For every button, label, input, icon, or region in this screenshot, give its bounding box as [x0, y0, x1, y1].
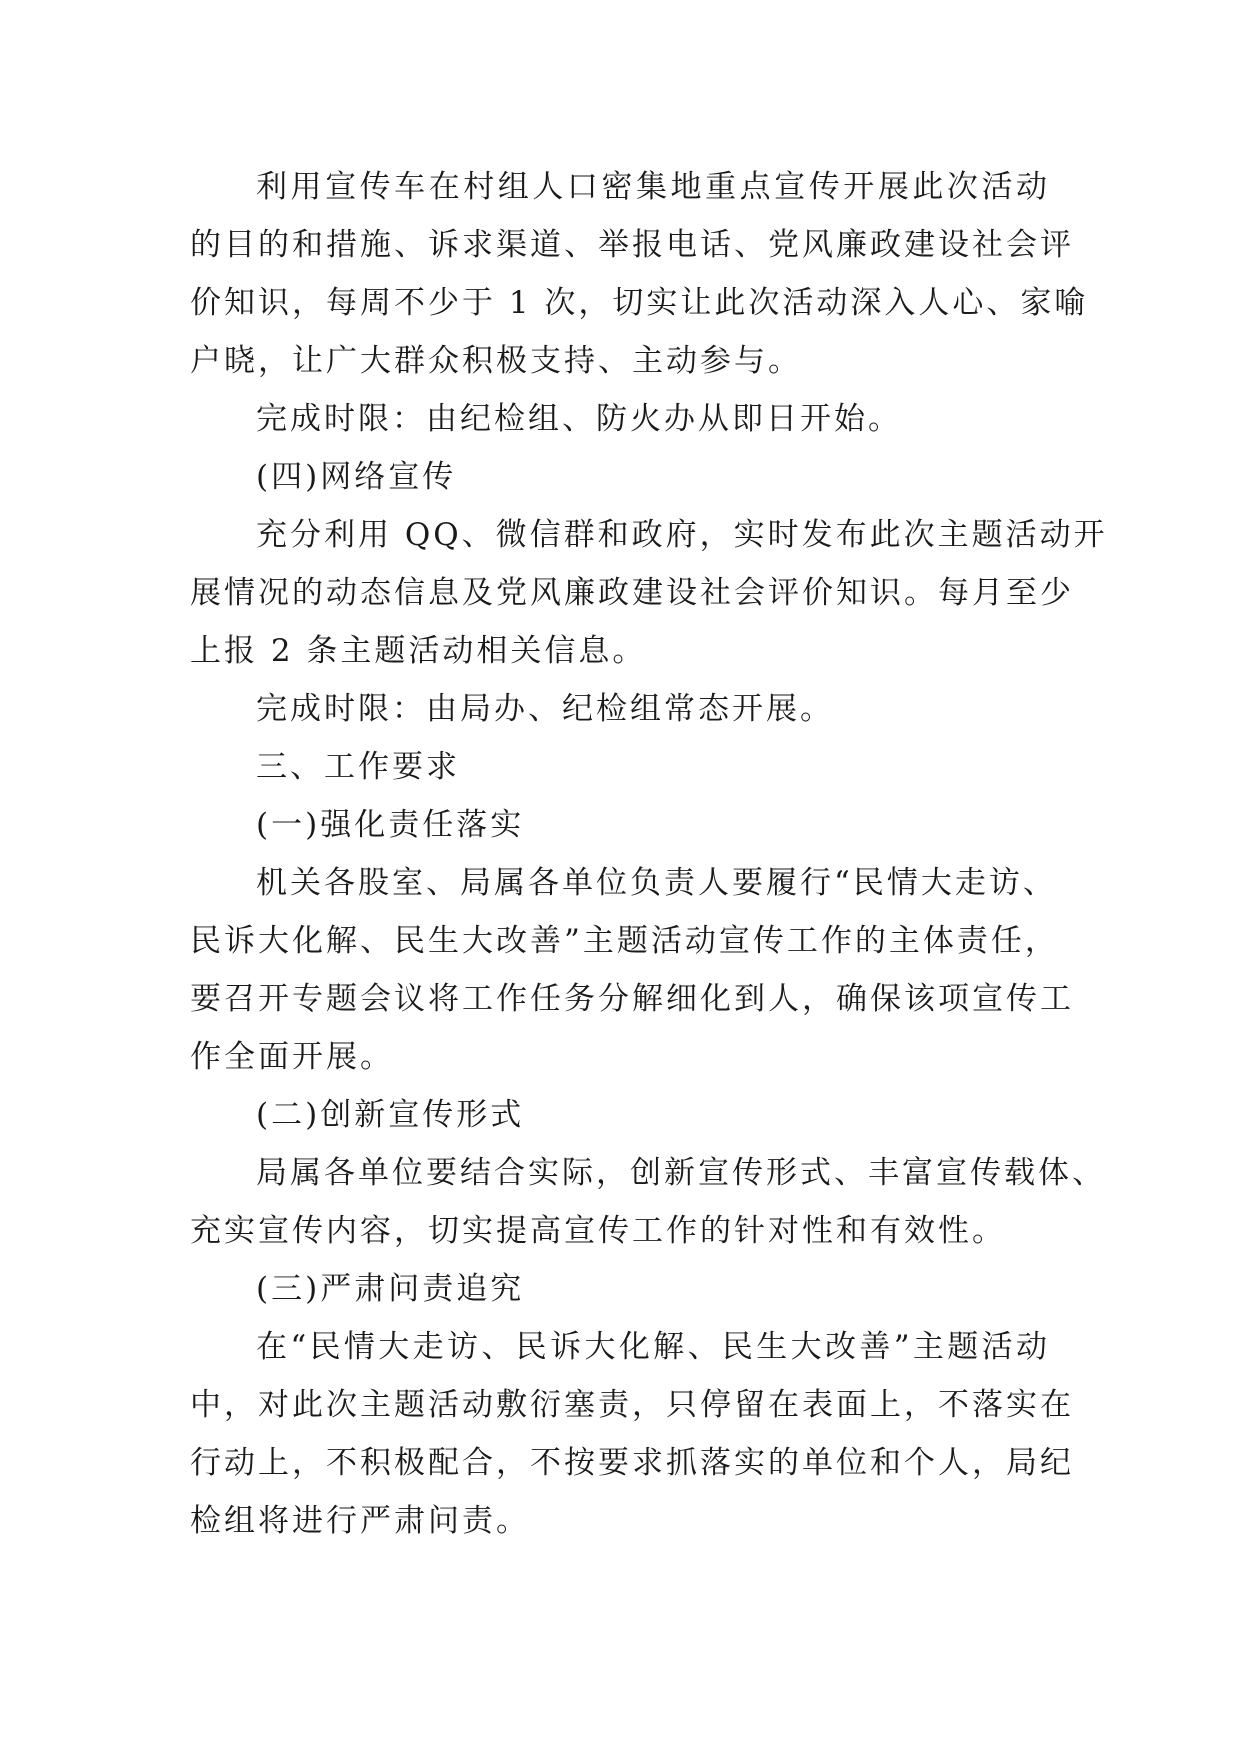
paragraph-innovate-forms: [190, 1144, 1106, 1260]
heading-accountability: [190, 1260, 1050, 1318]
heading-text: (四)网络宣传: [256, 459, 457, 495]
heading-strengthen-responsibility: [190, 796, 1050, 854]
paragraph-deadline-1: [190, 390, 1050, 448]
text-line: 的目的和措施、诉求渠道、举报电话、党风廉政建设社会评: [190, 227, 1074, 263]
heading-text: (三)严肃问责追究: [256, 1271, 525, 1307]
text-line: 户晓，让广大群众积极支持、主动参与。: [190, 343, 802, 379]
text-line: 上报 2 条主题活动相关信息。: [190, 633, 647, 669]
heading-text: (一)强化责任落实: [256, 807, 525, 843]
text-line: 价知识，每周不少于 1 次，切实让此次活动深入人心、家喻: [190, 285, 1089, 321]
heading-work-requirements: [190, 738, 1050, 796]
heading-text: (二)创新宣传形式: [256, 1097, 525, 1133]
paragraph-responsibility: [190, 854, 1074, 1086]
heading-text: 三、工作要求: [256, 749, 460, 785]
text-line: 作全面开展。: [190, 1039, 394, 1075]
paragraph-deadline-2: [190, 680, 1050, 738]
heading-network-publicity: [190, 448, 1050, 506]
heading-innovate-forms: [190, 1086, 1050, 1144]
paragraph-accountability: [190, 1318, 1074, 1550]
document-body: [190, 158, 1108, 1550]
text-line: 检组将进行严肃问责。: [190, 1503, 530, 1539]
text-line: 民诉大化解、民生大改善”主题活动宣传工作的主体责任，: [190, 923, 1059, 959]
text-line: 展情况的动态信息及党风廉政建设社会评价知识。每月至少: [190, 575, 1074, 611]
text-line: 局属各单位要结合实际，创新宣传形式、丰富宣传载体、: [256, 1155, 1106, 1191]
text-line: 充实宣传内容，切实提高宣传工作的针对性和有效性。: [190, 1213, 1006, 1249]
text-line: 机关各股室、局属各单位负责人要履行“民情大走访、: [256, 865, 1057, 901]
paragraph-network-publicity: [190, 506, 1108, 680]
paragraph-publicity-vehicle: [190, 158, 1089, 390]
text-line: 充分利用 QQ、微信群和政府，实时发布此次主题活动开: [256, 517, 1108, 553]
text-line: 中，对此次主题活动敷衍塞责，只停留在表面上，不落实在: [190, 1387, 1074, 1423]
text-line: 利用宣传车在村组人口密集地重点宣传开展此次活动: [256, 169, 1050, 205]
text-line: 行动上，不积极配合，不按要求抓落实的单位和个人，局纪: [190, 1445, 1074, 1481]
text-line: 在“民情大走访、民诉大化解、民生大改善”主题活动: [256, 1329, 1050, 1365]
text-line: 完成时限：由纪检组、防火办从即日开始。: [256, 401, 902, 437]
text-line: 完成时限：由局办、纪检组常态开展。: [256, 691, 834, 727]
text-line: 要召开专题会议将工作任务分解细化到人，确保该项宣传工: [190, 981, 1074, 1017]
